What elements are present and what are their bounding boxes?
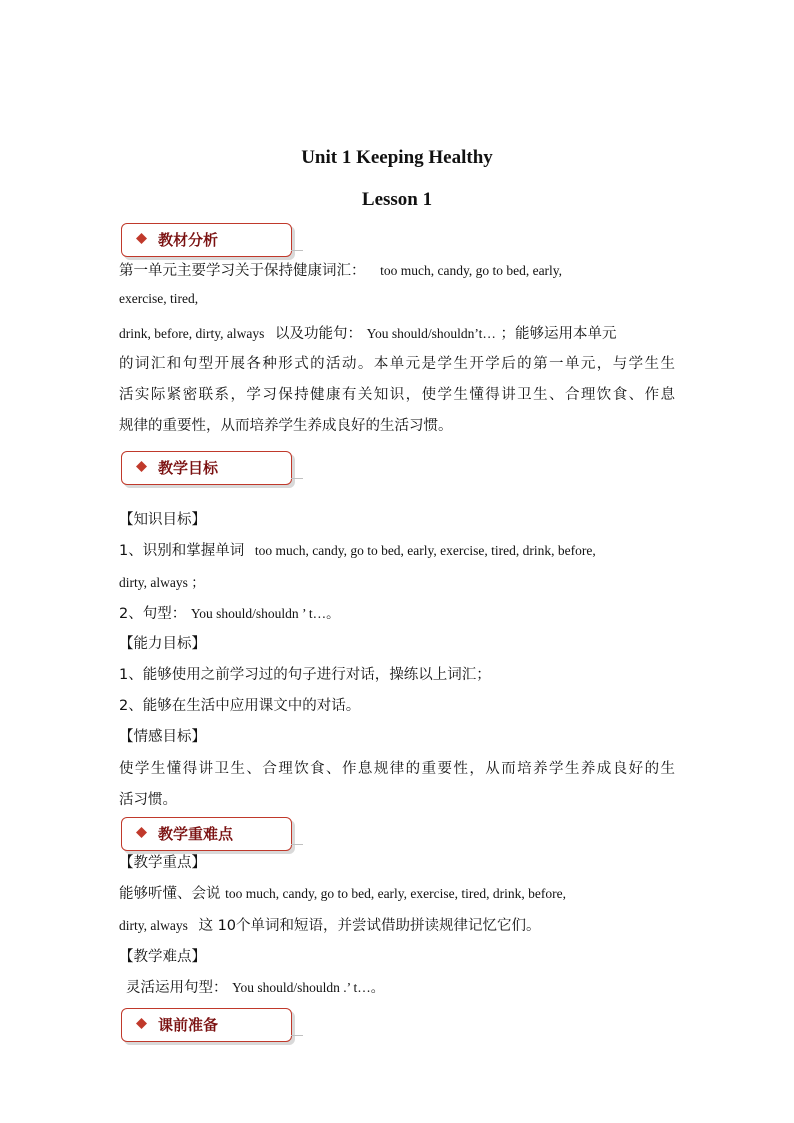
- section-label: 教材分析: [158, 231, 219, 249]
- knowledge-goal-line-1: 1、识别和掌握单词 too much, candy, go to bed, early, exercise, tired, drink, before,: [119, 543, 596, 559]
- analysis-line-1: 第一单元主要学习关于保持健康词汇： too much, candy, go to bed, early,: [119, 263, 563, 279]
- analysis-line-5: 活实际紧密联系，学习保持健康有关知识，使学生懂得讲卫生、合理饮食、作息: [119, 387, 675, 403]
- section-label: 教学目标: [158, 459, 219, 477]
- section-header-goals: [121, 451, 292, 485]
- emotion-goal-heading: 【情感目标】: [119, 729, 206, 745]
- analysis-line-2: exercise, tired,: [119, 291, 199, 306]
- document-subtitle: Lesson 1: [361, 189, 433, 210]
- analysis-line-6: 规律的重要性，从而培养学生养成良好的生活习惯。: [119, 418, 453, 434]
- section-label: 课前准备: [158, 1016, 219, 1034]
- knowledge-goal-line-2: dirty, always ；: [119, 575, 205, 590]
- section-label: 教学重难点: [158, 825, 234, 843]
- ability-goal-line-2: 2、能够在生活中应用课文中的对话。: [119, 698, 361, 714]
- diamond-bullet-icon: [136, 1018, 147, 1029]
- knowledge-goal-heading: 【知识目标】: [119, 512, 206, 528]
- section-header-keypoints: [121, 817, 292, 851]
- section-header-prep: [121, 1008, 292, 1042]
- emotion-goal-line-2: 活习惯。: [119, 792, 177, 808]
- focus-line-1: 能够听懂、会说 too much, candy, go to bed, early, exercise, tired, drink, before,: [119, 886, 566, 902]
- focus-heading: 【教学重点】: [119, 855, 206, 871]
- analysis-line-4: 的词汇和句型开展各种形式的活动。本单元是学生开学后的第一单元，与学生生: [119, 356, 675, 372]
- diamond-bullet-icon: [136, 461, 147, 472]
- emotion-goal-line-1: 使学生懂得讲卫生、合理饮食、作息规律的重要性，从而培养学生养成良好的生: [119, 761, 675, 777]
- knowledge-goal-line-3: 2、句型： You should/shouldn ’ t…。: [119, 606, 340, 622]
- difficulty-heading: 【教学难点】: [119, 949, 206, 965]
- section-header-analysis: [121, 223, 292, 257]
- focus-line-2: dirty, always 这 10个单词和短语，并尝试借助拼读规律记忆它们。: [119, 918, 541, 934]
- diamond-bullet-icon: [136, 233, 147, 244]
- ability-goal-heading: 【能力目标】: [119, 636, 206, 652]
- document-title: Unit 1 Keeping Healthy: [301, 147, 493, 168]
- analysis-line-3: drink, before, dirty, always 以及功能句： You should/shouldn’t… ；能够运用本单元: [119, 326, 617, 342]
- difficulty-line-1: 灵活运用句型： You should/shouldn .’ t…。: [126, 980, 385, 996]
- diamond-bullet-icon: [136, 827, 147, 838]
- ability-goal-line-1: 1、能够使用之前学习过的句子进行对话，操练以上词汇；: [119, 667, 491, 683]
